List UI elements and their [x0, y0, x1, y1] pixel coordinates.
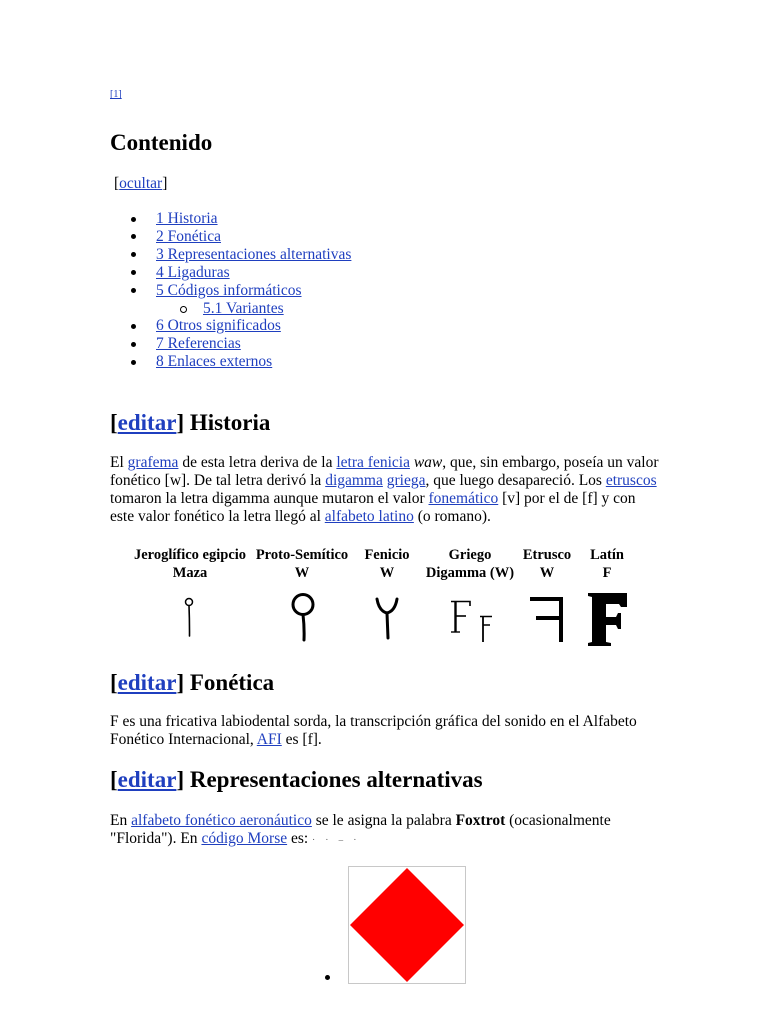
link-editar[interactable]: editar	[117, 767, 177, 792]
column-header: Proto-Semítico	[255, 547, 349, 563]
toc-link-fonetica[interactable]: 2 Fonética	[156, 227, 221, 245]
column-subheader: W	[294, 565, 310, 581]
link-afi[interactable]: AFI	[256, 731, 282, 748]
section-heading-historia	[110, 409, 270, 437]
text-run: , que, sin embargo, poseía un valor	[442, 454, 659, 471]
text-run: F es una fricativa labiodental sorda, la transcripción gráfica del sonido en el Alfabeto	[110, 713, 637, 730]
text-run: ] Historia	[176, 410, 271, 435]
column-subheader: Maza	[172, 565, 208, 581]
paragraph-line	[110, 454, 659, 472]
link-etruscos[interactable]: etruscos	[605, 472, 657, 489]
text-run: se le asigna la palabra	[311, 812, 456, 829]
column-header: Etrusco	[522, 547, 572, 563]
table-column-griego	[420, 546, 520, 582]
section-heading-representaciones	[110, 766, 483, 794]
link-editar[interactable]: editar	[117, 670, 177, 695]
toc-list	[156, 210, 351, 371]
text-run: El	[110, 454, 128, 471]
reference-link[interactable]: [1]	[110, 89, 122, 100]
link-ocultar[interactable]: ocultar	[119, 175, 163, 192]
text-run: ] Fonética	[176, 670, 275, 695]
table-column-fenicio	[357, 546, 417, 582]
egyptian-mace-hieroglyph-icon	[186, 599, 193, 637]
toc-link-referencias[interactable]: 7 Referencias	[156, 335, 241, 353]
text-run: [	[114, 175, 120, 192]
flag-list-item	[348, 866, 466, 984]
flag-list	[348, 866, 466, 984]
text-run: este valor fonético la letra llegó al	[110, 508, 325, 525]
column-subheader: Digamma (W)	[425, 565, 515, 581]
link-codigo-morse[interactable]: código Morse	[201, 830, 288, 847]
toc-item	[156, 246, 351, 264]
paragraph-line	[110, 731, 637, 749]
text-run: ] Representaciones alternativas	[176, 767, 483, 792]
link-alfabeto-fonetico-aeronautico[interactable]: alfabeto fonético aeronáutico	[131, 812, 312, 829]
text-run: [v] por el de [f] y con	[498, 490, 636, 507]
toc-link-representaciones[interactable]: 3 Representaciones alternativas	[156, 245, 352, 263]
table-column-jeroglifico	[128, 546, 252, 582]
toc-link-codigos[interactable]: 5 Códigos informáticos	[156, 281, 302, 299]
italic-text: waw	[413, 454, 443, 471]
column-header: Fenicio	[364, 547, 410, 563]
table-column-etrusco	[519, 546, 575, 582]
text-run: es:	[287, 830, 313, 847]
text-run: de esta letra deriva de la	[178, 454, 337, 471]
text-run: tomaron la letra digamma aunque mutaron el valor	[110, 490, 429, 507]
toc-item	[156, 353, 351, 371]
letter-glyph-row	[0, 585, 768, 655]
toc-link-historia[interactable]: 1 Historia	[156, 210, 218, 227]
latin-f-icon	[588, 593, 627, 646]
etruscan-f-icon	[532, 599, 561, 640]
signal-flag-foxtrot-icon	[349, 867, 465, 983]
table-column-latin	[584, 546, 630, 582]
toc-item	[156, 264, 351, 282]
toc-sublist	[156, 300, 351, 318]
greek-digamma-icon	[451, 601, 492, 642]
column-subheader: W	[379, 565, 395, 581]
column-header: Latín	[590, 547, 624, 563]
paragraph-line	[110, 812, 611, 830]
text-run: [	[110, 410, 118, 435]
toc-link-otros[interactable]: 6 Otros significados	[156, 317, 281, 335]
link-griega[interactable]: griega	[386, 472, 426, 489]
toc-item	[156, 317, 351, 335]
toc-title: Contenido	[110, 130, 213, 155]
text-run: En	[110, 812, 132, 829]
toc-link-ligaduras[interactable]: 4 Ligaduras	[156, 263, 230, 281]
column-subheader: F	[602, 565, 612, 581]
text-run: (o romano).	[413, 508, 491, 525]
column-header: Griego	[448, 547, 492, 563]
toc-toggle	[114, 175, 167, 193]
text-run: , que luego desapareció. Los	[425, 472, 606, 489]
toc-item	[156, 210, 351, 228]
paragraph-line	[110, 830, 611, 848]
link-editar[interactable]: editar	[117, 410, 177, 435]
morse-code: · · – ·	[312, 834, 361, 845]
flag-red-diamond	[350, 868, 464, 982]
toc-item	[156, 335, 351, 353]
toc-item	[156, 228, 351, 246]
section-heading-fonetica	[110, 669, 274, 697]
signal-flag-image	[348, 866, 466, 984]
table-column-protosemitico	[252, 546, 352, 582]
toc-subitem	[203, 300, 351, 318]
toc-link-enlaces[interactable]: 8 Enlaces externos	[156, 353, 273, 371]
phoenician-waw-icon	[377, 599, 397, 638]
column-header: Jeroglífico egipcio	[133, 547, 247, 563]
text-run: es [f].	[281, 731, 322, 748]
text-run: (ocasionalmente	[505, 812, 611, 829]
link-letra-fenicia[interactable]: letra fenicia	[336, 454, 410, 471]
paragraph-line	[110, 713, 637, 731]
text-run: Fonético Internacional,	[110, 731, 257, 748]
paragraph-line	[110, 472, 659, 490]
text-run: [	[110, 767, 118, 792]
paragraph-historia	[110, 454, 659, 526]
link-fonematico[interactable]: fonemático	[428, 490, 499, 507]
paragraph-line	[110, 508, 659, 526]
toc-link-variantes[interactable]: 5.1 Variantes	[203, 299, 284, 317]
link-grafema[interactable]: grafema	[127, 454, 179, 471]
paragraph-fonetica	[110, 713, 637, 749]
text-run: "Florida"). En	[110, 830, 202, 847]
paragraph-representaciones	[110, 812, 611, 848]
column-subheader: W	[539, 565, 555, 581]
toc-item	[156, 282, 351, 318]
text-run: [	[110, 670, 118, 695]
paragraph-line	[110, 490, 659, 508]
link-digamma[interactable]: digamma	[325, 472, 383, 489]
link-alfabeto-latino[interactable]: alfabeto latino	[324, 508, 414, 525]
proto-semitic-waw-icon	[293, 595, 313, 641]
bold-text: Foxtrot	[455, 812, 506, 829]
text-run: fonético [w]. De tal letra derivó la	[110, 472, 326, 489]
text-run: ]	[162, 175, 168, 192]
